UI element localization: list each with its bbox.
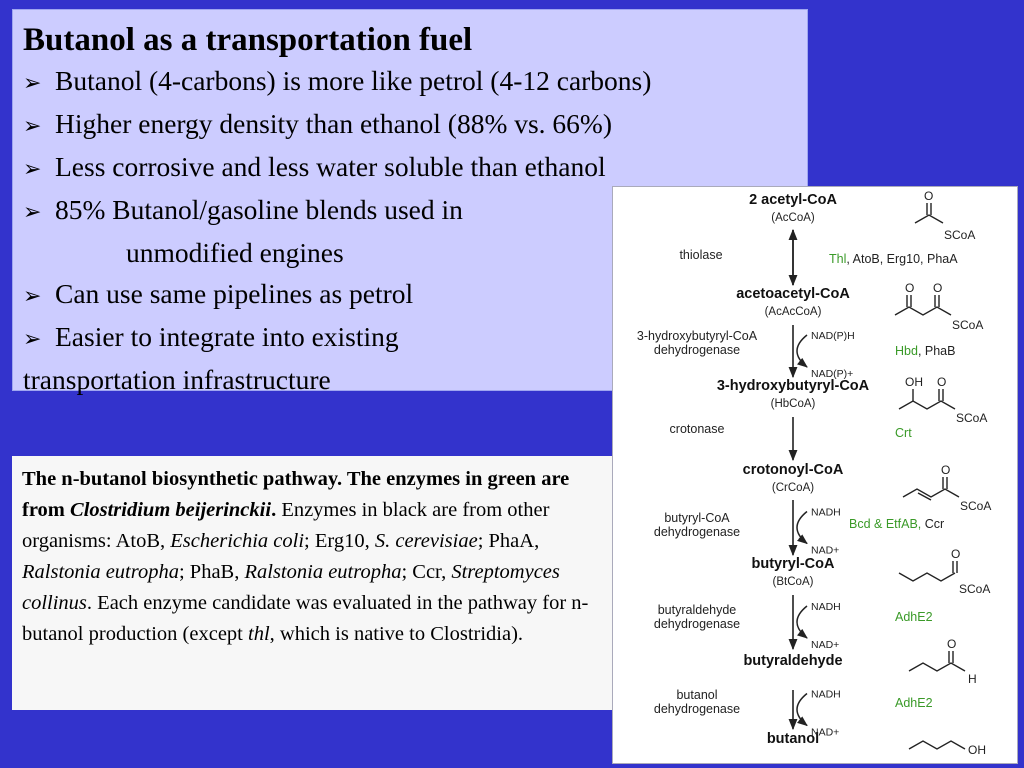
compound-abbr: (AcCoA) xyxy=(771,212,815,224)
oxygen-label: O xyxy=(905,281,915,295)
hydroxyl-label: OH xyxy=(968,743,986,757)
enzyme-name: butyryl-CoA xyxy=(664,511,730,525)
cofactor-out: NAD+ xyxy=(811,639,840,651)
caption-text: ; Ccr, xyxy=(401,561,452,583)
bullet-item xyxy=(23,103,797,146)
clostridium-enzyme: AdhE2 xyxy=(895,610,933,624)
caption-text: ; PhaB, xyxy=(178,561,245,583)
oxygen-label: O xyxy=(951,547,961,561)
bullet-arrow-icon: ➢ xyxy=(23,283,42,308)
enzyme-list xyxy=(895,426,912,440)
enzyme-name: dehydrogenase xyxy=(653,617,741,631)
bullet-continuation: transportation infrastructure xyxy=(23,364,331,395)
caption-text: ; Erg10, xyxy=(304,530,375,552)
butyryl-structure xyxy=(899,573,955,581)
enzyme-list xyxy=(849,517,944,531)
other-enzyme: Ccr xyxy=(921,517,945,531)
bullet-arrow-icon: ➢ xyxy=(23,326,42,351)
compound-name: 2 acetyl-CoA xyxy=(749,192,837,208)
hydroxybutyryl-structure xyxy=(899,401,955,409)
caption-text: Enzymes in black are from other organisms: AtoB, xyxy=(22,499,550,552)
butyraldehyde-structure xyxy=(909,663,965,671)
caption-text: . Each enzyme candidate was evaluated in the pathway for n-butanol production (except xyxy=(22,592,589,645)
caption-bold-text: The n-butanol biosynthetic pathway. The enzymes in green are from xyxy=(22,468,570,521)
compound-name: 3-hydroxybutyryl-CoA xyxy=(716,378,870,394)
other-enzyme: , AtoB, Erg10, PhaA xyxy=(846,252,958,266)
enzyme-list xyxy=(895,610,933,624)
caption-species: Escherichia coli xyxy=(170,530,305,552)
caption-organism: Clostridium beijerinckii xyxy=(70,499,272,521)
oxygen-label: O xyxy=(937,375,947,389)
scoa-label: SCoA xyxy=(956,411,988,425)
enzyme-name: thiolase xyxy=(679,248,723,262)
cofactor-out: NAD(P)+ xyxy=(811,368,854,380)
scoa-label: SCoA xyxy=(952,318,984,332)
enzyme-name: dehydrogenase xyxy=(653,525,741,539)
cofactor-arrow xyxy=(797,512,807,544)
clostridium-enzyme: Crt xyxy=(895,426,912,440)
caption-text: ; PhaA, xyxy=(477,530,540,552)
scoa-label: SCoA xyxy=(944,228,976,242)
bullet-text: 85% Butanol/gasoline blends used in xyxy=(55,194,463,225)
clostridium-enzyme: Thl xyxy=(829,252,847,266)
compound-abbr: (HbCoA) xyxy=(770,398,816,410)
crotonoyl-structure xyxy=(903,489,959,497)
enzyme-list xyxy=(829,252,958,266)
scoa-label: SCoA xyxy=(960,499,992,513)
caption-bold-dot: . xyxy=(271,499,277,521)
cofactor-in: NAD(P)H xyxy=(811,330,855,342)
oxygen-label: O xyxy=(947,637,957,651)
compound-name: crotonoyl-CoA xyxy=(742,462,844,478)
slide-title: Butanol as a transportation fuel xyxy=(23,22,473,58)
caption-species: S. cerevisiae xyxy=(374,530,478,552)
compound-name: acetoacetyl-CoA xyxy=(736,286,850,302)
bullet-text: Can use same pipelines as petrol xyxy=(55,278,414,309)
compound-name: butyraldehyde xyxy=(743,653,843,669)
acetoacetyl-structure xyxy=(895,307,951,315)
pathway-caption xyxy=(12,456,617,710)
cofactor-in: NADH xyxy=(811,506,841,519)
compound-name: butyryl-CoA xyxy=(751,556,835,572)
compound-abbr: (BtCoA) xyxy=(772,576,814,588)
caption-species: Ralstonia eutropha xyxy=(22,561,179,583)
enzyme-name: dehydrogenase xyxy=(653,343,741,357)
cofactor-in: NADH xyxy=(811,688,841,701)
scoa-label: SCoA xyxy=(959,582,991,596)
pathway-diagram xyxy=(612,186,1018,764)
pathway-svg xyxy=(613,187,1019,765)
bullet-arrow-icon: ➢ xyxy=(23,113,42,138)
bullet-item xyxy=(23,60,797,103)
compound-abbr: (AcAcCoA) xyxy=(764,306,822,318)
bullet-arrow-icon: ➢ xyxy=(23,70,42,95)
bullet-arrow-icon: ➢ xyxy=(23,156,42,181)
other-enzyme: , PhaB xyxy=(917,344,956,358)
butanol-structure xyxy=(909,741,965,749)
caption-gene: thl xyxy=(248,623,270,645)
enzyme-list xyxy=(895,344,955,358)
caption-text: , which is native to Clostridia). xyxy=(269,623,524,645)
enzyme-name: crotonase xyxy=(669,422,725,436)
bullet-arrow-icon: ➢ xyxy=(23,199,42,224)
clostridium-enzyme: AdhE2 xyxy=(895,696,933,710)
clostridium-enzyme: Hbd xyxy=(895,344,918,358)
cofactor-arrow xyxy=(797,694,807,726)
bullet-text: Butanol (4-carbons) is more like petrol (4-12 carbons) xyxy=(55,65,652,96)
bullet-text: Easier to integrate into existing xyxy=(55,321,399,352)
cofactor-arrow xyxy=(797,335,807,367)
hydrogen-label: H xyxy=(968,672,977,686)
enzyme-name: butanol xyxy=(676,688,718,702)
acetyl-structure xyxy=(915,215,943,223)
compound-name: butanol xyxy=(766,731,820,747)
hydroxyl-label: OH xyxy=(905,375,923,389)
oxygen-label: O xyxy=(924,189,934,203)
bullet-text: Less corrosive and less water soluble than ethanol xyxy=(55,151,606,182)
bullet-item xyxy=(23,146,797,189)
caption-species: Ralstonia eutropha xyxy=(244,561,402,583)
enzyme-name: 3-hydroxybutyryl-CoA xyxy=(636,329,758,343)
cofactor-arrow xyxy=(797,606,807,638)
compound-abbr: (CrCoA) xyxy=(771,482,815,494)
bullet-continuation: unmodified engines xyxy=(126,237,344,268)
enzyme-name: dehydrogenase xyxy=(653,702,741,716)
enzyme-list xyxy=(895,696,933,710)
enzyme-name: butyraldehyde xyxy=(657,603,737,617)
cofactor-out: NAD+ xyxy=(811,726,840,739)
clostridium-enzyme: Bcd & EtfAB, xyxy=(849,517,922,531)
caption-species: Streptomyces collinus xyxy=(22,561,560,614)
cofactor-in: NADH xyxy=(811,601,841,613)
oxygen-label: O xyxy=(933,281,943,295)
bullet-text: Higher energy density than ethanol (88% vs. 66%) xyxy=(55,108,612,139)
cofactor-out: NAD+ xyxy=(811,544,840,557)
oxygen-label: O xyxy=(941,463,951,477)
